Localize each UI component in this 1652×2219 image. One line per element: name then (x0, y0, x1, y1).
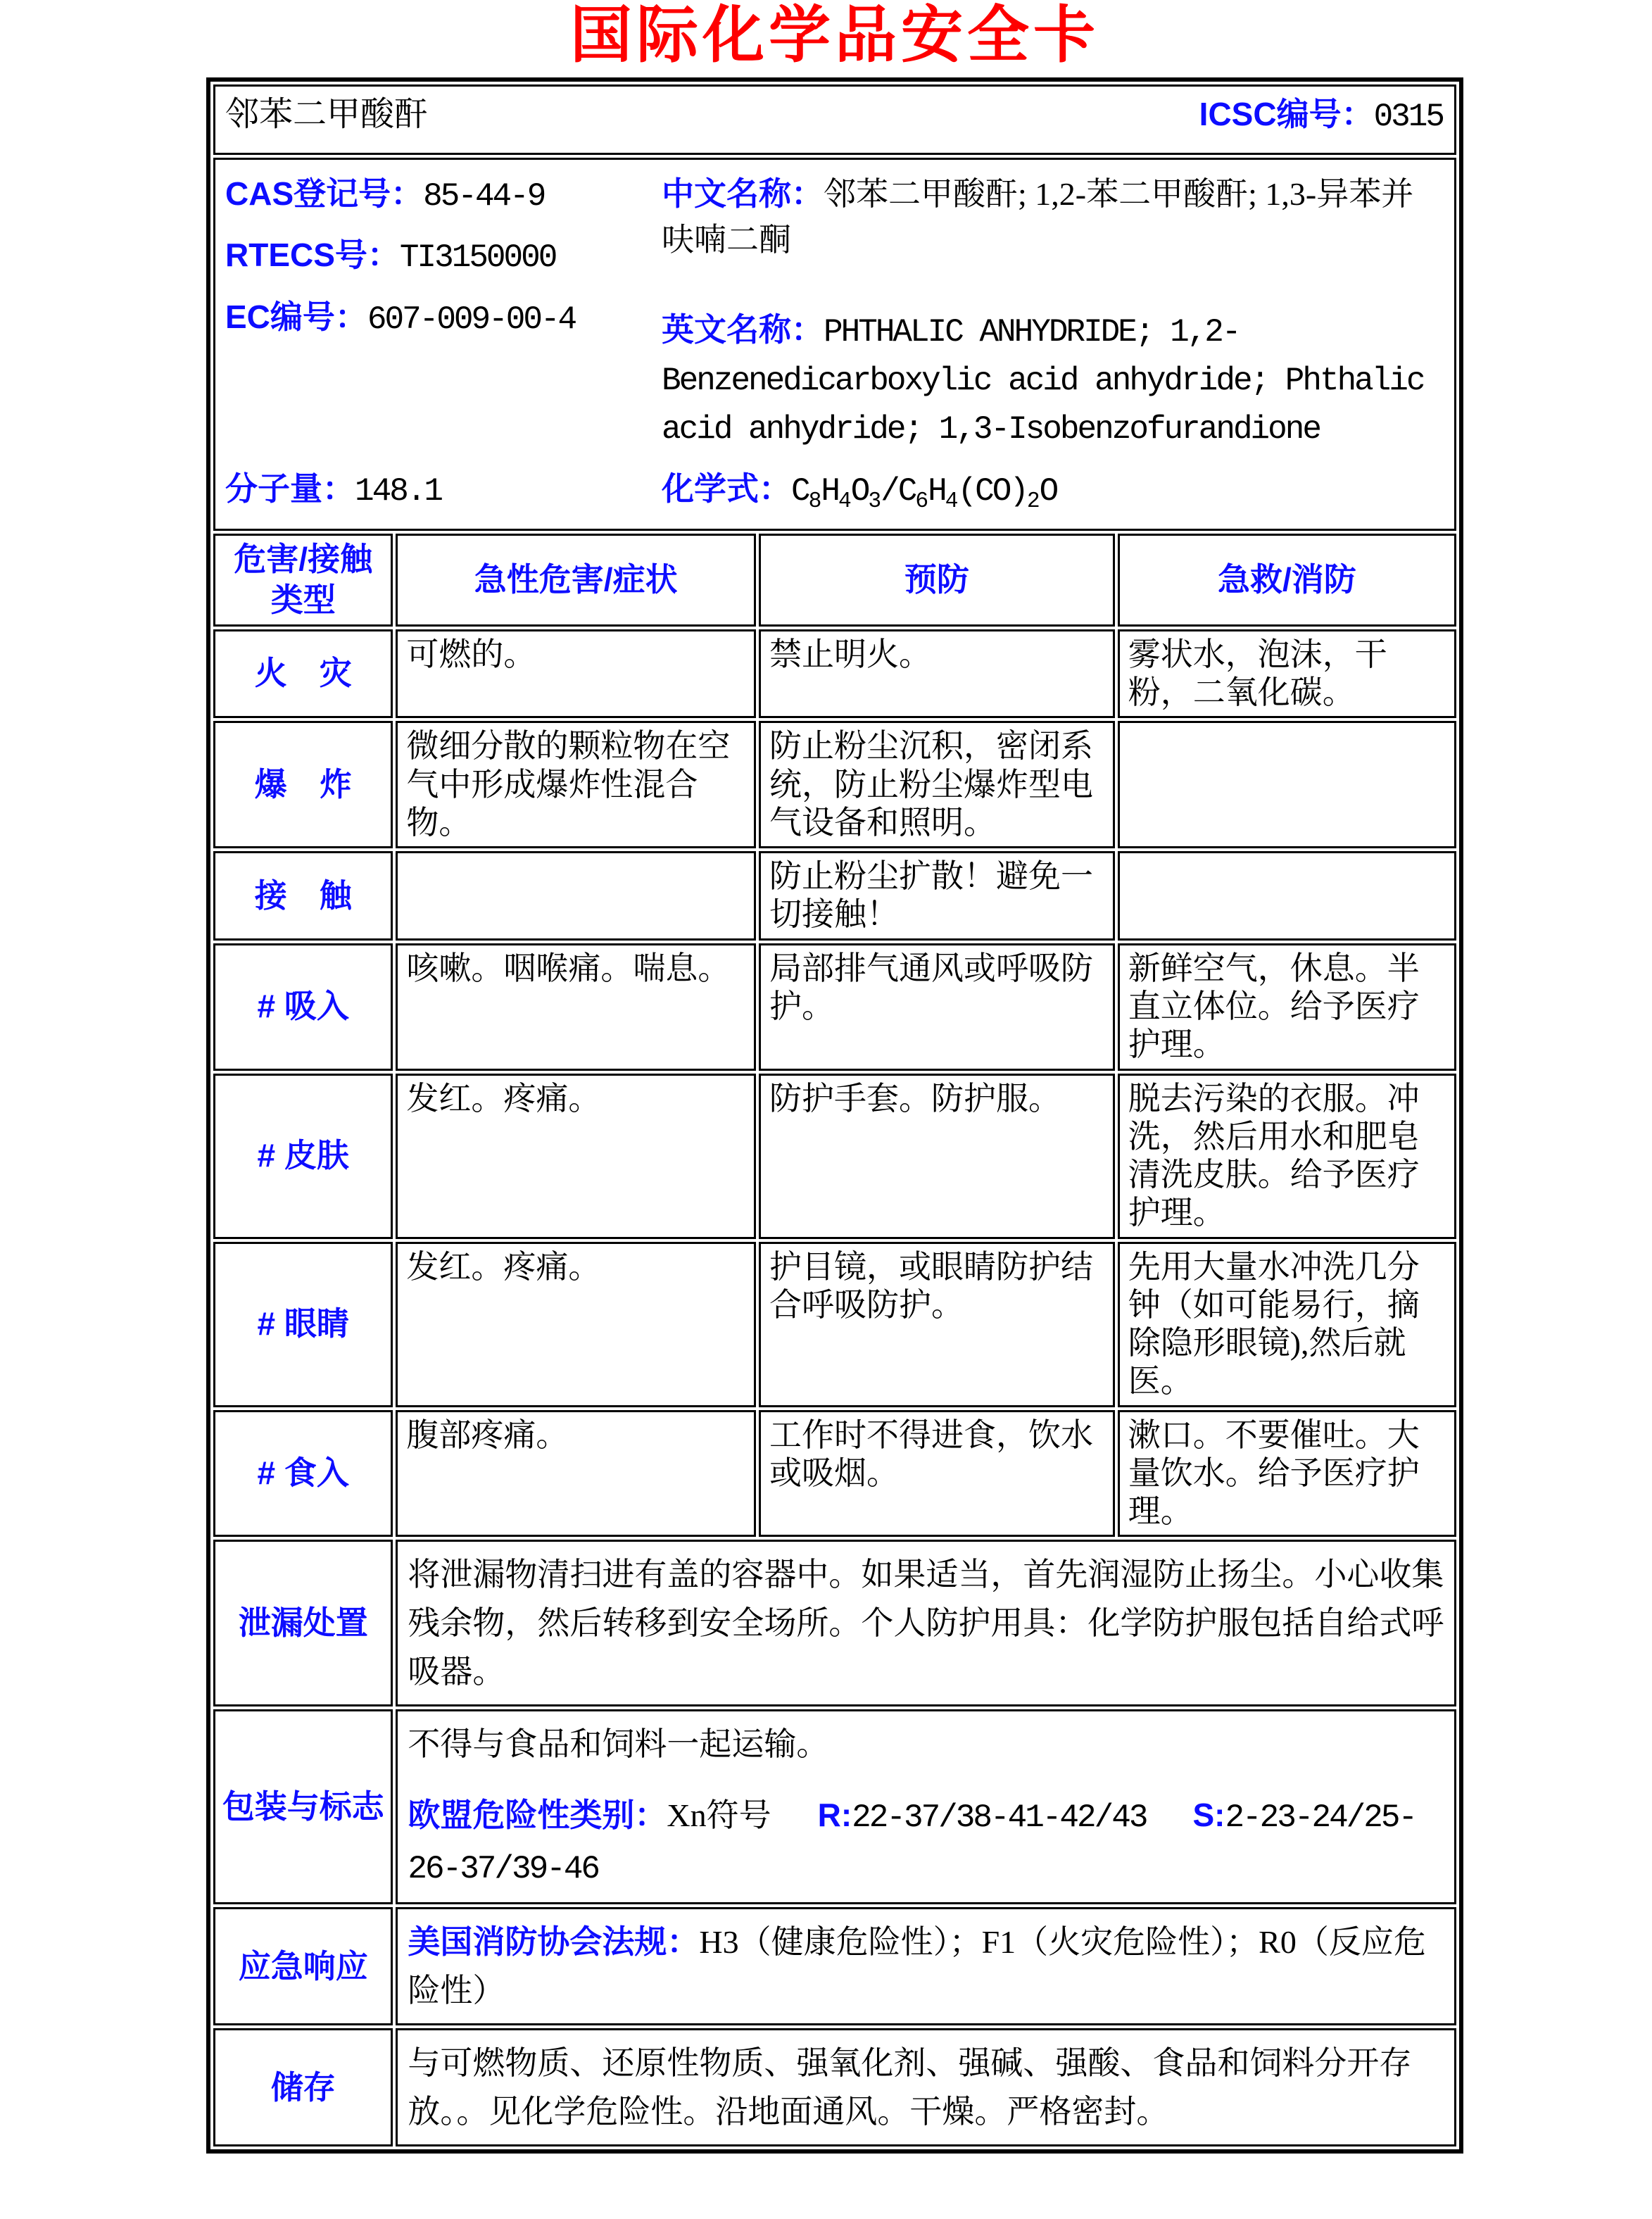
cell-explosion-symptoms: 微细分散的颗粒物在空气中形成爆炸性混合物。 (396, 721, 756, 848)
cell-ingestion-prevention: 工作时不得进食，饮水或吸烟。 (759, 1410, 1115, 1538)
header-hazard-type-line2: 类型 (270, 581, 336, 618)
cas-number-line (225, 171, 662, 220)
row-emergency (213, 1907, 1456, 2025)
row-inhalation (213, 943, 1456, 1071)
label-explosion: 爆 炸 (213, 721, 393, 848)
rtecs-value: TI3150000 (399, 239, 556, 277)
nfpa-code-label: 美国消防协会法规： (408, 1923, 700, 1961)
header-prevention: 预防 (759, 534, 1115, 627)
header-hazard-type-line1: 危害/接触 (234, 541, 373, 578)
english-name-label: 英文名称： (662, 310, 824, 348)
identifiers-row (213, 158, 1456, 531)
formula-value: $C_8H_4O_3/C_6H_4(CO)_2O$ (791, 472, 1057, 514)
eu-hazard-class-label: 欧盟危险性类别： (408, 1797, 667, 1834)
row-contact (213, 851, 1456, 941)
label-inhalation: # 吸入 (213, 943, 393, 1071)
cell-skin-response: 脱去污染的衣服。冲洗，然后用水和肥皂清洗皮肤。给予医疗护理。 (1118, 1074, 1456, 1239)
label-fire: 火 灾 (213, 629, 393, 719)
cell-ingestion-response: 漱口。不要催吐。大量饮水。给予医疗护理。 (1118, 1410, 1456, 1538)
molecular-weight-value: 148.1 (355, 472, 442, 510)
molecular-weight-label: 分子量： (225, 470, 355, 507)
cas-value: 85-44-9 (423, 178, 545, 215)
s-phrases-value: 2-23-24/25-26-37/39-46 (408, 1799, 1416, 1888)
s-phrases-label: S: (1192, 1797, 1225, 1834)
chinese-name-line (662, 171, 1444, 263)
ec-label: EC编号： (225, 298, 367, 335)
hazard-table-header-row (213, 534, 1456, 627)
cell-explosion-prevention: 防止粉尘沉积，密闭系统，防止粉尘爆炸型电气设备和照明。 (759, 721, 1115, 848)
english-name-line (662, 307, 1444, 453)
formula-line (662, 466, 1444, 515)
icsc-number (1199, 96, 1443, 135)
header-first-aid: 急救/消防 (1118, 534, 1456, 627)
cell-inhalation-prevention: 局部排气通风或呼吸防护。 (759, 943, 1115, 1071)
cell-inhalation-symptoms: 咳嗽。咽喉痛。喘息。 (396, 943, 756, 1071)
label-emergency: 应急响应 (213, 1907, 393, 2025)
cell-contact-prevention: 防止粉尘扩散！避免一切接触！ (759, 851, 1115, 941)
english-name-value: PHTHALIC ANHYDRIDE; 1,2-Benzenedicarboxylic acid anhydride; Phthalic acid anhydride; 1,3-Isobenzofurandione (662, 313, 1424, 448)
ec-value: 607-009-00-4 (367, 301, 576, 338)
row-ingestion (213, 1410, 1456, 1538)
cell-ingestion-symptoms: 腹部疼痛。 (396, 1410, 756, 1538)
header-acute-symptoms: 急性危害/症状 (396, 534, 756, 627)
substance-name: 邻苯二甲酸酐 (225, 96, 429, 133)
storage-text: 与可燃物质、还原性物质、强氧化剂、强碱、强酸、食品和饲料分开存放。。见化学危险性。沿地面通风。干燥。严格密封。 (408, 2045, 1412, 2130)
label-skin: # 皮肤 (213, 1074, 393, 1239)
icsc-number-value: 0315 (1373, 99, 1443, 135)
row-skin (213, 1074, 1456, 1239)
row-packaging (213, 1709, 1456, 1904)
chinese-name-label: 中文名称： (662, 175, 824, 212)
emergency-nfpa-line (408, 1918, 1444, 2015)
header-hazard-type (213, 534, 393, 627)
r-phrases-label: R: (817, 1797, 852, 1834)
nfpa-code-value: H3（健康危险性）；F1（火灾危险性）；R0（反应危险性） (408, 1924, 1426, 2009)
r-phrases-value: 22-37/38-41-42/43 (852, 1799, 1147, 1837)
cell-explosion-response (1118, 721, 1456, 848)
name-row-content (225, 96, 1443, 135)
chemical-names-column (662, 171, 1444, 515)
row-explosion (213, 721, 1456, 848)
name-row (213, 84, 1456, 155)
cell-eyes-symptoms: 发红。疼痛。 (396, 1242, 756, 1407)
icsc-card-table (206, 77, 1463, 2154)
packaging-eu-classification (408, 1791, 1444, 1894)
cell-skin-prevention: 防护手套。防护服。 (759, 1074, 1115, 1239)
label-packaging: 包装与标志 (213, 1709, 393, 1904)
cell-eyes-prevention: 护目镜，或眼睛防护结合呼吸防护。 (759, 1242, 1115, 1407)
label-storage: 储存 (213, 2028, 393, 2146)
cell-fire-symptoms: 可燃的。 (396, 629, 756, 719)
identifiers-layout (225, 171, 1444, 515)
row-eyes (213, 1242, 1456, 1407)
chinese-name-value: 邻苯二甲酸酐; 1,2-苯二甲酸酐; 1,3-异苯并呋喃二酮 (662, 176, 1414, 258)
spillage-text: 将泄漏物清扫进有盖的容器中。如果适当，首先润湿防止扬尘。小心收集残余物，然后转移到安全场所。个人防护用具：化学防护服包括自给式呼吸器。 (408, 1557, 1444, 1690)
icsc-number-label: ICSC编号： (1199, 96, 1374, 132)
label-ingestion: # 食入 (213, 1410, 393, 1538)
row-spillage (213, 1540, 1456, 1706)
cell-storage-text (396, 2028, 1456, 2146)
cell-packaging-text (396, 1709, 1456, 1904)
page-title: 国际化学品安全卡 (569, 0, 1099, 70)
row-storage (213, 2028, 1456, 2146)
label-contact: 接 触 (213, 851, 393, 941)
packaging-transport-note: 不得与食品和饲料一起运输。 (408, 1726, 829, 1763)
cell-eyes-response: 先用大量水冲洗几分钟（如可能易行，摘除隐形眼镜),然后就医。 (1118, 1242, 1456, 1407)
ec-number-line (225, 294, 662, 343)
cell-fire-prevention: 禁止明火。 (759, 629, 1115, 719)
rtecs-label: RTECS号： (225, 237, 400, 274)
rtecs-number-line (225, 232, 662, 281)
label-eyes: # 眼睛 (213, 1242, 393, 1407)
cell-contact-symptoms (396, 851, 756, 941)
cell-inhalation-response: 新鲜空气，休息。半直立体位。给予医疗护理。 (1118, 943, 1456, 1071)
cell-skin-symptoms: 发红。疼痛。 (396, 1074, 756, 1239)
cas-label: CAS登记号： (225, 175, 424, 212)
cell-fire-response: 雾状水，泡沫，干粉，二氧化碳。 (1118, 629, 1456, 719)
formula-label: 化学式： (662, 470, 791, 507)
name-cell (213, 84, 1456, 155)
label-spillage: 泄漏处置 (213, 1540, 393, 1706)
eu-hazard-symbol: Xn符号 (667, 1797, 771, 1834)
registry-numbers-column (225, 171, 662, 515)
cell-contact-response (1118, 851, 1456, 941)
identifiers-cell (213, 158, 1456, 531)
row-fire (213, 629, 1456, 719)
molecular-weight-line (225, 466, 662, 515)
cell-spillage-text (396, 1540, 1456, 1706)
cell-emergency-text (396, 1907, 1456, 2025)
